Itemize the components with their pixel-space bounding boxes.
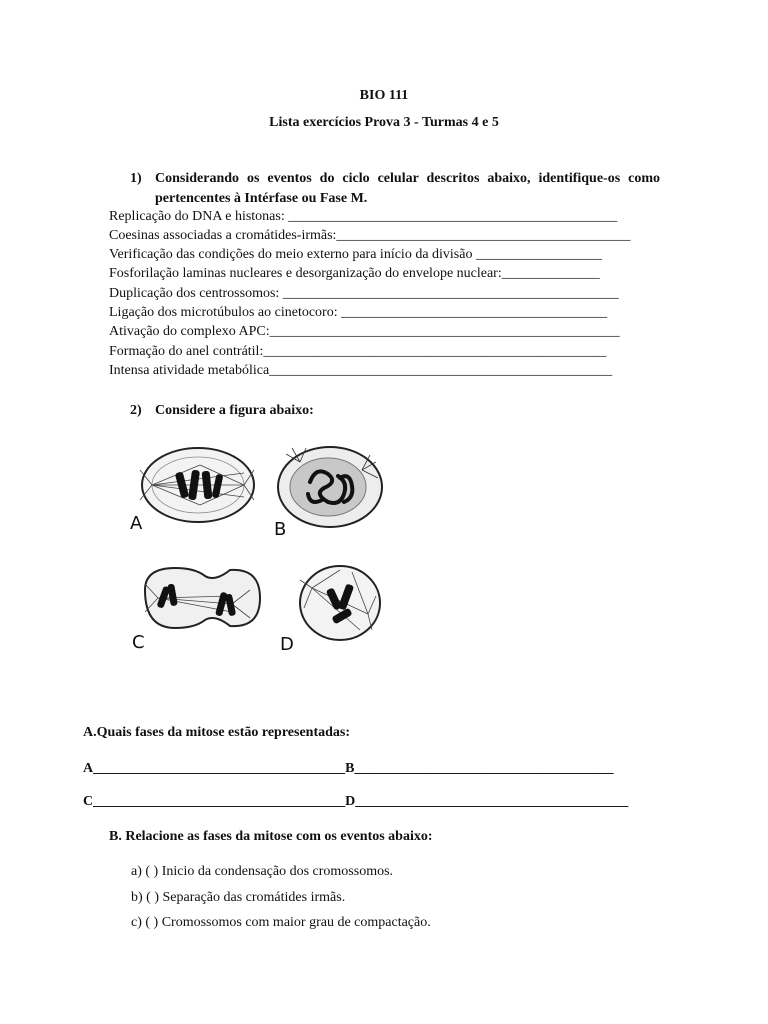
q1-item-6: Ligação dos microtúbulos ao cinetocoro: ______________________________________	[109, 305, 608, 320]
cell-d-drawing	[300, 566, 380, 640]
part-b-item-c: c) ( ) Cromossomos com maior grau de compactação.	[131, 915, 431, 930]
part-a-answer-line-1[interactable]: A____________________________________B_____________________________________	[83, 761, 614, 776]
part-b-prompt: B. Relacione as fases da mitose com os eventos abaixo:	[109, 829, 433, 844]
figure-label-b: B	[274, 519, 287, 540]
q1-item-2: Coesinas associadas a cromátides-irmãs:__________________________________________	[109, 228, 631, 243]
part-b-item-a: a) ( ) Inicio da condensação dos cromossomos.	[131, 864, 394, 879]
q1-item-8: Formação do anel contrátil:_________________________________________________	[109, 344, 607, 359]
q1-item-3: Verificação das condições do meio externo para início da divisão __________________	[109, 247, 602, 262]
part-a-answer-line-2[interactable]: C____________________________________D_______________________________________	[83, 794, 629, 809]
part-b-item-b: b) ( ) Separação das cromátides irmãs.	[131, 890, 346, 905]
q1-item-7: Ativação do complexo APC:__________________________________________________	[109, 324, 620, 339]
figure-label-d: D	[280, 634, 294, 655]
question-2-number: 2)	[130, 403, 142, 418]
figure-label-a: A	[130, 513, 143, 534]
q1-item-1: Replicação do DNA e histonas: _______________________________________________	[109, 209, 618, 224]
cell-c-drawing	[145, 568, 260, 628]
q1-item-9: Intensa atividade metabólica_________________________________________________	[109, 363, 613, 378]
question-1-text: Considerando os eventos do ciclo celular descritos abaixo, identifique-os como pertencentes à Intérfase ou Fase M.	[155, 171, 660, 206]
cell-a-drawing	[140, 448, 254, 522]
course-title: BIO 111	[359, 88, 409, 103]
figure-label-c: C	[132, 632, 145, 653]
cell-b-drawing	[278, 447, 382, 527]
q1-item-5: Duplicação dos centrossomos: ________________________________________________	[109, 286, 619, 301]
q1-item-4: Fosforilação laminas nucleares e desorganização do envelope nuclear:______________	[109, 266, 600, 281]
part-a-prompt: A.Quais fases da mitose estão representadas:	[83, 725, 351, 740]
question-1-number: 1)	[130, 171, 142, 186]
list-subtitle: Lista exercícios Prova 3 - Turmas 4 e 5	[269, 115, 499, 130]
question-2-text: Considere a figura abaixo:	[155, 403, 314, 418]
